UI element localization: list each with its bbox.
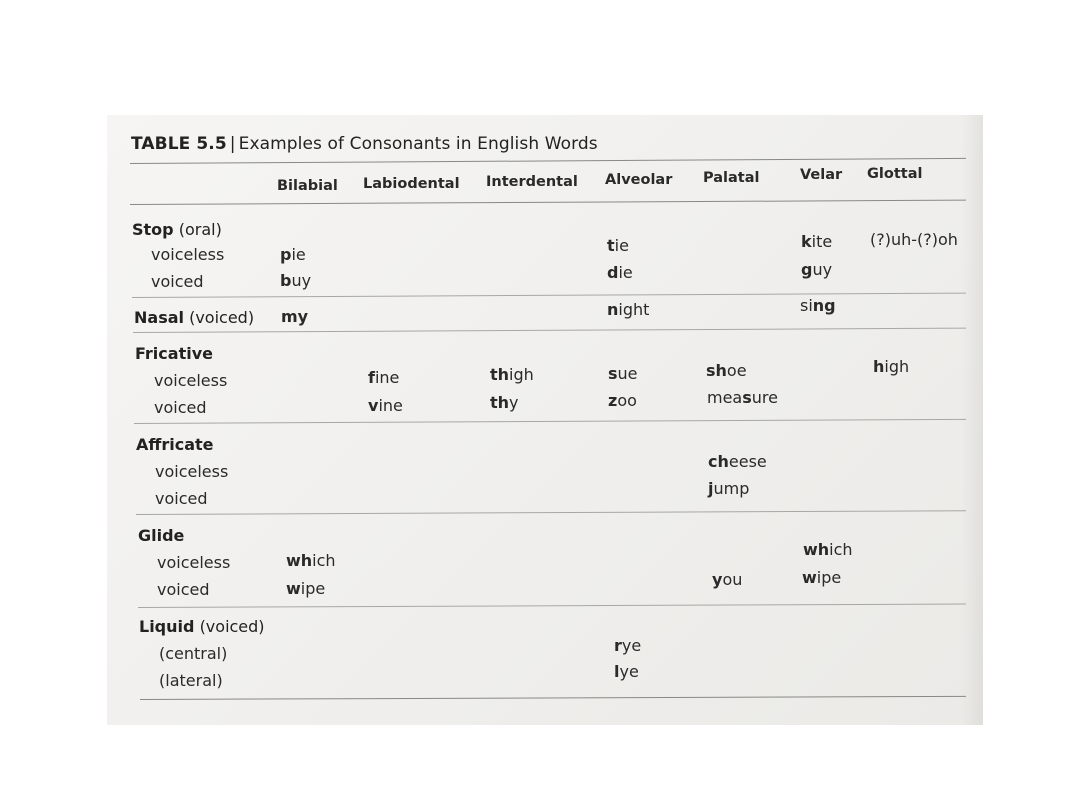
category-name: Fricative — [135, 344, 213, 363]
example-word: tie — [607, 236, 629, 255]
example-word: sue — [608, 364, 638, 383]
col-header-alveolar: Alveolar — [605, 172, 673, 188]
title-separator: | — [229, 134, 236, 154]
col-header-velar: Velar — [800, 167, 843, 183]
example-word: zoo — [608, 391, 637, 410]
col-header-glottal: Glottal — [867, 166, 923, 182]
row-liquid-central: (central) — [159, 644, 228, 663]
example-word: measure — [707, 388, 778, 407]
example-word: wipe — [802, 568, 842, 587]
category-name: Nasal — [134, 308, 184, 327]
example-word: wipe — [286, 579, 326, 598]
category-name: Affricate — [136, 435, 214, 454]
example-word: die — [607, 263, 633, 282]
example-word: cheese — [708, 452, 767, 471]
example-word: lye — [614, 662, 639, 681]
category-fricative — [135, 344, 213, 363]
example-word: fine — [368, 368, 400, 387]
row-stop-voiced: voiced — [151, 272, 204, 291]
row-glide-voiceless: voiceless — [157, 553, 231, 572]
row-glide-voiced: voiced — [157, 580, 210, 599]
category-glide — [138, 526, 184, 545]
example-word: kite — [801, 232, 833, 251]
example-word: rye — [614, 636, 642, 655]
category-name: Stop — [132, 220, 174, 239]
category-affricate — [136, 435, 214, 454]
example-word: you — [712, 570, 743, 589]
example-word: thy — [490, 393, 519, 412]
col-header-palatal: Palatal — [703, 170, 760, 186]
example-word: shoe — [706, 361, 747, 380]
category-nasal — [134, 308, 254, 327]
example-word: (?)uh-(?)oh — [870, 230, 958, 249]
example-word: thigh — [490, 365, 534, 384]
table-caption: Examples of Consonants in English Words — [238, 134, 598, 154]
example-word: which — [803, 540, 853, 559]
example-word: sing — [800, 296, 836, 315]
category-qualifier: (voiced) — [199, 617, 265, 636]
category-qualifier: (voiced) — [189, 308, 255, 327]
table-title — [131, 134, 598, 154]
col-header-bilabial: Bilabial — [277, 178, 338, 194]
example-word: high — [873, 357, 910, 376]
row-liquid-lateral: (lateral) — [159, 671, 223, 690]
category-name: Liquid — [139, 617, 195, 636]
example-word: pie — [280, 245, 306, 264]
row-affricate-voiced: voiced — [155, 489, 208, 508]
table-number: TABLE 5.5 — [131, 134, 227, 154]
example-word: buy — [280, 271, 312, 290]
category-liquid — [139, 617, 265, 636]
example-word: vine — [368, 396, 403, 415]
example-word: guy — [801, 260, 833, 279]
row-affricate-voiceless: voiceless — [155, 462, 229, 481]
category-stop — [132, 220, 222, 239]
col-header-interdental: Interdental — [486, 174, 578, 190]
example-word: my — [281, 307, 309, 326]
row-fricative-voiced: voiced — [154, 398, 207, 417]
col-header-labiodental: Labiodental — [363, 176, 460, 192]
row-stop-voiceless: voiceless — [151, 245, 225, 264]
category-qualifier: (oral) — [178, 220, 222, 239]
category-name: Glide — [138, 526, 185, 545]
example-word: jump — [708, 479, 750, 498]
example-word: night — [607, 300, 650, 319]
example-word: which — [286, 551, 336, 570]
row-fricative-voiceless: voiceless — [154, 371, 228, 390]
